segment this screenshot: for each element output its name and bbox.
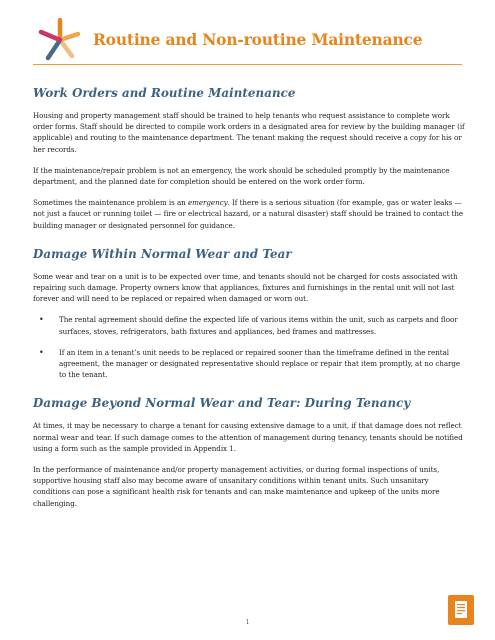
list-item (33, 347, 465, 381)
list-item-text: The rental agreement should define the expected life of various items within the unit, such as carpets and floor surfaces, stoves, refrigerators, bath fixtures and appliances, bed frames and mattresses. (59, 315, 458, 336)
text-span: . If there is a serious situation (for example, gas or water leaks — not just a faucet or running toilet — fire or electrical hazard, or a natural disaster) staff should be trained to contact the building manager or designated personnel for guidance. (33, 198, 464, 230)
paragraph: If the maintenance/repair problem is not an emergency, the work should be scheduled promptly by the maintenance department, and the planned date for completion should be entered on the work order form. (33, 165, 450, 187)
page-title: Routine and Non-routine Maintenance (93, 30, 423, 49)
section-work-orders (33, 86, 465, 231)
paragraph: Housing and property management staff should be trained to help tenants who request assistance to complete work order forms. Staff should be directed to compile work orders in a designated area for review by the building manager (if applicable) and routing to the maintenance department. The tenant making the request should receive a copy for his or her records. (33, 111, 465, 154)
emphasis-text: emergency (187, 198, 228, 208)
asterisk-star-logo (38, 18, 82, 62)
paragraph: At times, it may be necessary to charge a tenant for causing extensive damage to a unit, if that damage does not reflect normal wear and tear. If such damage comes to the attention of management during tenancy, tenants should be notified using a form such as the sample provided in Appendix 1. (33, 421, 463, 453)
text-span: Sometimes the maintenance problem is an (33, 198, 188, 208)
document-body (33, 86, 465, 519)
bullet-icon: • (39, 347, 44, 357)
page-number: 1 (245, 619, 250, 626)
paragraph: Some wear and tear on a unit is to be expected over time, and tenants should not be charged for costs associated with repairing such damage. Property owners know that appliances, fixtures and furnishings in the rental unit will not last forever and will need to be replaced or repaired when damaged or worn out. (33, 271, 458, 304)
paragraph: In the performance of maintenance and/or property management activities, or during formal inspections of units, supportive housing staff also may become aware of unsanitary conditions within tenant units. Such unsanitary conditions can pose a significant health risk for tenants and can make maintenance and upkeep of the units more challenging. (33, 465, 440, 508)
emergency-paragraph (33, 197, 465, 231)
section-heading: Damage Beyond Normal Wear and Tear: During Tenancy (33, 396, 411, 411)
document-icon[interactable] (448, 595, 474, 625)
section-normal-wear (33, 247, 465, 381)
list-item-text: If an item in a tenant’s unit needs to be replaced or repaired sooner than the timeframe defined in the rental agreement, the manager or designated representative should replace or repair that item promptly, at no charge to the tenant. (59, 347, 461, 380)
bullet-list (33, 314, 465, 380)
title-divider (33, 64, 462, 65)
section-beyond-wear (33, 396, 465, 508)
section-heading: Damage Within Normal Wear and Tear (33, 246, 292, 261)
document-glyph-icon (448, 595, 474, 625)
list-item (33, 314, 465, 336)
section-heading: Work Orders and Routine Maintenance (33, 86, 296, 100)
bullet-icon: • (39, 315, 44, 325)
